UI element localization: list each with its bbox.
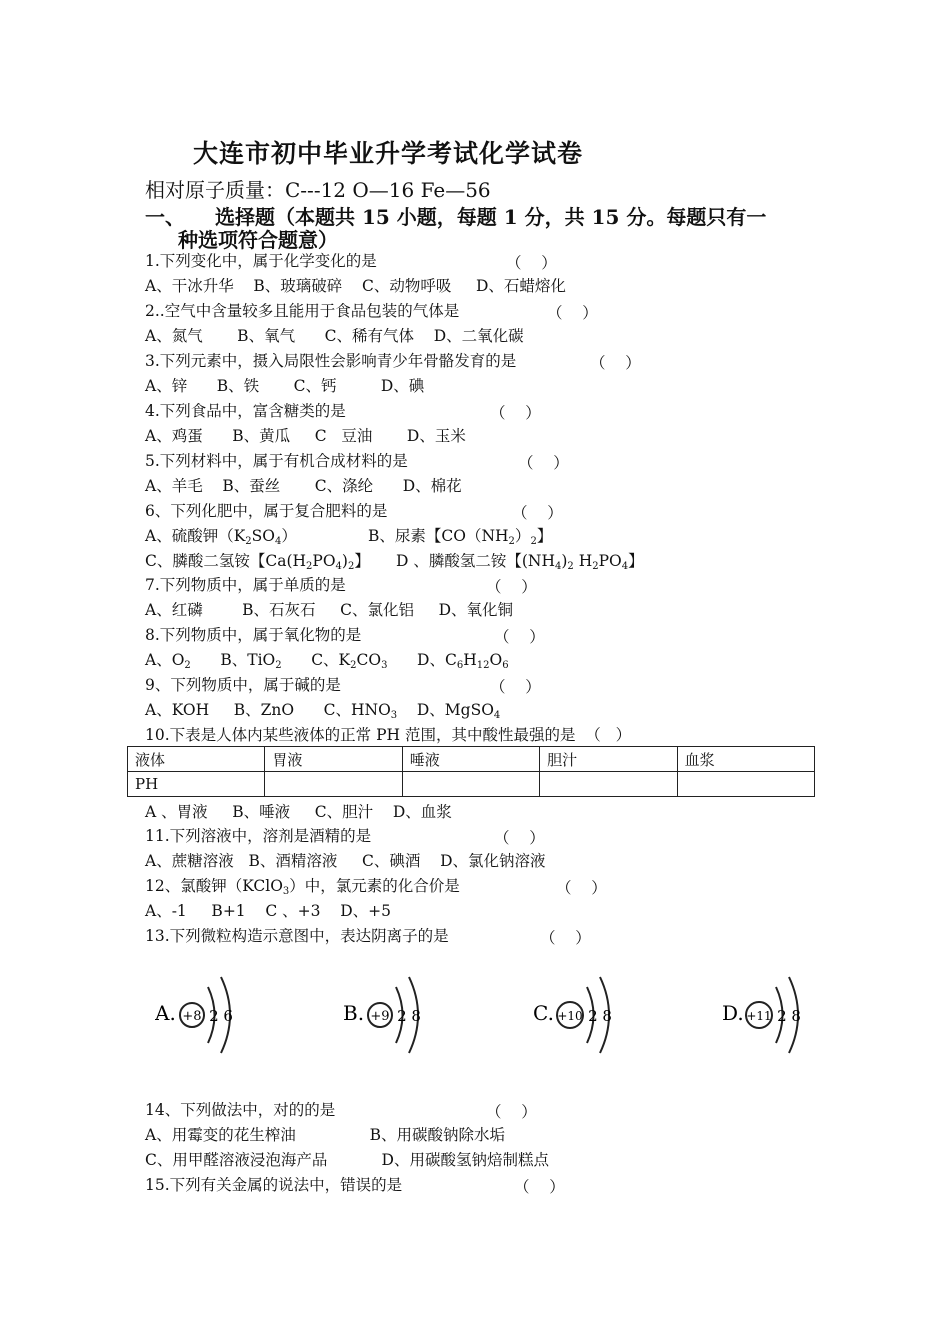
q3-options: A、锌 B、铁 C、钙 D、碘 [145, 377, 425, 395]
atomic-mass-line: 相对原子质量：C---12 O—16 Fe—56 [145, 178, 491, 202]
q7-options: A、红磷 B、石灰石 C、氯化铝 D、氧化铜 [145, 601, 514, 619]
q9-stem: 9、下列物质中，属于碱的是 [145, 676, 341, 694]
ph-table-cell [402, 772, 539, 797]
q5-options: A、羊毛 B、蚕丝 C、涤纶 D、棉花 [145, 477, 462, 495]
q12-answer-paren: （ ） [556, 879, 607, 897]
ph-table-cell [540, 772, 677, 797]
q11-options: A、蔗糖溶液 B、酒精溶液 C、碘酒 D、氯化钠溶液 [145, 852, 546, 870]
q14-options-ab: A、用霉变的花生榨油 B、用碳酸钠除水垢 [145, 1126, 505, 1144]
q6-option-d: D 、膦酸氢二铵【$(NH_4)_2$ $H_2PO_4$】 [396, 552, 644, 572]
atom-diagram-a [155, 965, 265, 1065]
ph-table-header-cell: 胆汁 [540, 747, 677, 772]
section-heading-line2: 种选项符合题意） [178, 228, 338, 252]
electron-shells: 2 8 [588, 1007, 612, 1025]
nucleus-charge: +9 [370, 1009, 390, 1024]
ph-table-cell: PH [128, 772, 265, 797]
ph-table-row [128, 772, 815, 797]
q13-answer-paren: （ ） [540, 929, 591, 947]
q2-options: A、氮气 B、氧气 C、稀有气体 D、二氧化碳 [145, 327, 524, 345]
ph-table-header-cell: 唾液 [402, 747, 539, 772]
ph-table-header-cell: 液体 [128, 747, 265, 772]
q14-answer-paren: （ ） [486, 1103, 537, 1121]
diagram-label: D. [722, 1001, 744, 1025]
q8-stem: 8.下列物质中，属于氧化物的是 [145, 626, 362, 644]
q2-answer-paren: （ ） [547, 304, 598, 322]
q1-stem: 1.下列变化中，属于化学变化的是 [145, 252, 377, 270]
q5-stem: 5.下列材料中，属于有机合成材料的是 [145, 452, 408, 470]
electron-shells: 2 8 [397, 1007, 421, 1025]
section-number: 一、 [145, 205, 185, 229]
q9-answer-paren: （ ） [490, 678, 541, 696]
nucleus-charge: +8 [182, 1009, 202, 1024]
atom-diagram-d [722, 965, 832, 1065]
q4-answer-paren: （ ） [490, 404, 541, 422]
q2-stem: 2..空气中含量较多且能用于食品包装的气体是 [145, 302, 460, 320]
q6-option-b: B、尿素【$CO(NH_2)_2$】 [368, 527, 553, 547]
atom-diagram-c [533, 965, 643, 1065]
diagram-label: A. [155, 1001, 176, 1025]
q1-options: A、干冰升华 B、玻璃破碎 C、动物呼吸 D、石蜡熔化 [145, 277, 566, 295]
diagram-label: C. [533, 1001, 554, 1025]
exam-title: 大连市初中毕业升学考试化学试卷 [193, 139, 584, 168]
q6-option-c: C、膦酸二氢铵【$Ca(H_2PO_4)_2$】 [145, 552, 370, 572]
ph-table [127, 746, 815, 797]
q10-stem: 10.下表是人体内某些液体的正常 PH 范围，其中酸性最强的是 （ ） [145, 726, 632, 744]
q6-stem: 6、下列化肥中，属于复合肥料的是 [145, 502, 388, 520]
q6-option-a: A、硫酸钾$(K_2SO_4)$ [145, 527, 297, 547]
q7-answer-paren: （ ） [486, 578, 537, 596]
ph-table-header-row [128, 747, 815, 772]
q14-options-cd: C、用甲醛溶液浸泡海产品 D、用碳酸氢钠焙制糕点 [145, 1151, 549, 1169]
ph-table-cell [265, 772, 402, 797]
atom-diagram-b [343, 965, 453, 1065]
nucleus-charge: +10 [557, 1009, 583, 1023]
q10-options: A 、胃液 B、唾液 C、胆汁 D、血浆 [145, 803, 452, 821]
nucleus-charge: +11 [746, 1009, 772, 1023]
q8-options: A、$O_2$ B、TiO$_2$ C、$K_2CO_3$ D、$C_6H_{12}O_6$ [145, 651, 509, 671]
section-heading-line1: 选择题（本题共 15 小题，每题 1 分，共 15 分。每题只有一 [215, 205, 767, 229]
q11-stem: 11.下列溶液中，溶剂是酒精的是 [145, 827, 372, 845]
q6-answer-paren: （ ） [512, 504, 563, 522]
q13-stem: 13.下列微粒构造示意图中，表达阴离子的是 [145, 927, 449, 945]
electron-shells: 2 8 [777, 1007, 801, 1025]
q7-stem: 7.下列物质中，属于单质的是 [145, 576, 346, 594]
q4-stem: 4.下列食品中，富含糖类的是 [145, 402, 346, 420]
q3-answer-paren: （ ） [590, 354, 641, 372]
q11-answer-paren: （ ） [494, 829, 545, 847]
q5-answer-paren: （ ） [518, 454, 569, 472]
q12-stem: 12、氯酸钾（KClO$_3$）中，氯元素的化合价是 [145, 877, 460, 897]
q14-stem: 14、下列做法中，对的的是 [145, 1101, 336, 1119]
q12-options: A、-1 B+1 C 、+3 D、+5 [145, 902, 391, 920]
q9-options: A、KOH B、ZnO C、$HNO_3$ D、MgSO$_4$ [145, 701, 501, 721]
electron-shells: 2 6 [209, 1007, 233, 1025]
q15-answer-paren: （ ） [514, 1178, 565, 1196]
q1-answer-paren: （ ） [506, 254, 557, 272]
q3-stem: 3.下列元素中，摄入局限性会影响青少年骨骼发育的是 [145, 352, 517, 370]
q4-options: A、鸡蛋 B、黄瓜 C 豆油 D、玉米 [145, 427, 466, 445]
q8-answer-paren: （ ） [494, 628, 545, 646]
ph-table-header-cell: 血浆 [677, 747, 814, 772]
diagram-label: B. [343, 1001, 365, 1025]
ph-table-cell [677, 772, 814, 797]
ph-table-header-cell: 胃液 [265, 747, 402, 772]
q15-stem: 15.下列有关金属的说法中，错误的是 [145, 1176, 403, 1194]
